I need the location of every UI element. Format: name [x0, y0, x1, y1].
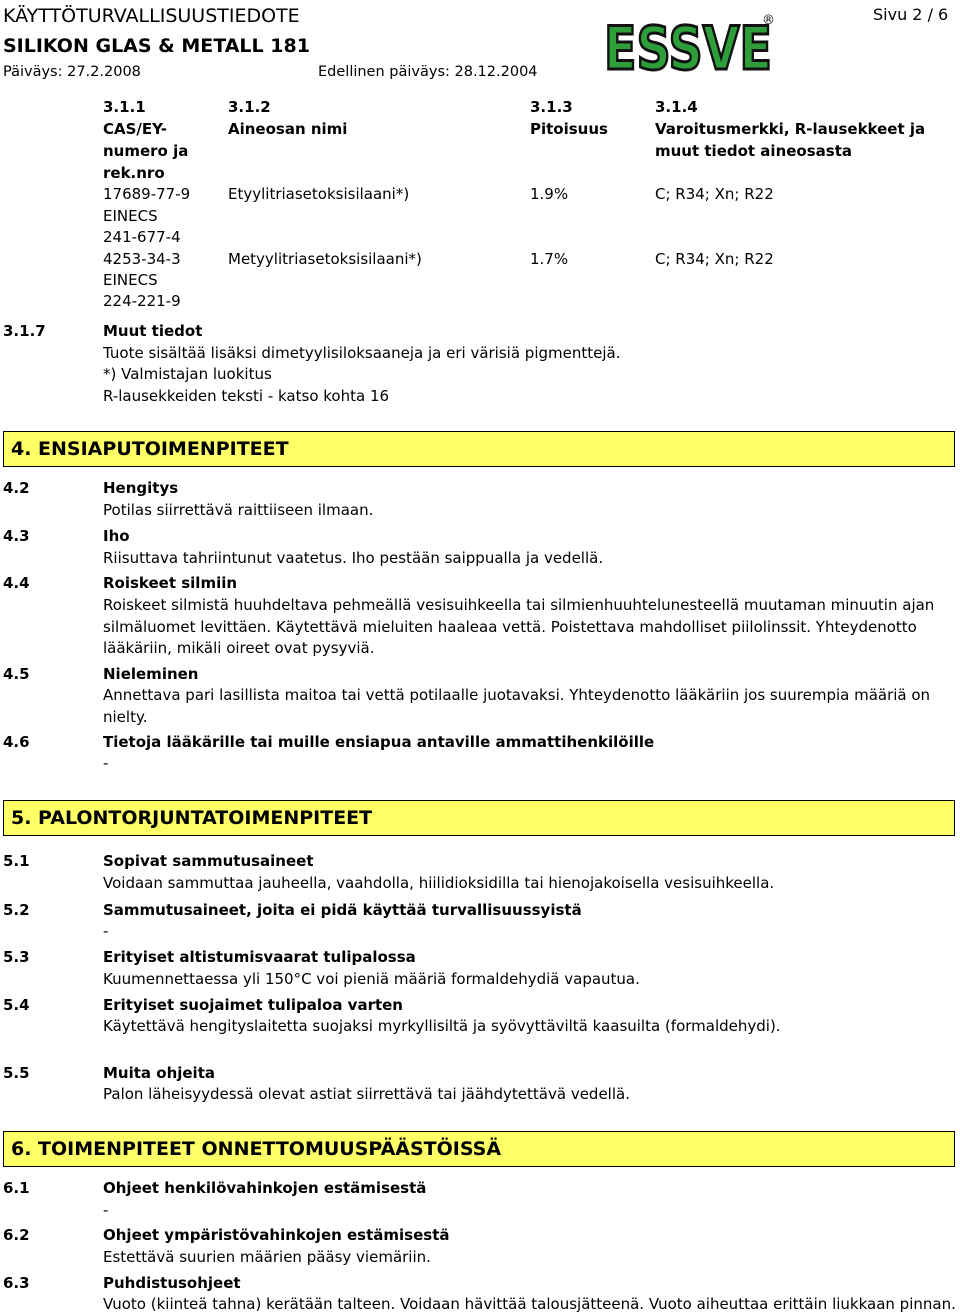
section-text: *) Valmistajan luokitus — [103, 365, 272, 383]
section-heading: Puhdistusohjeet — [103, 1274, 241, 1292]
section-heading: Ohjeet ympäristövahinkojen estämisestä — [103, 1226, 450, 1244]
section-text: Käytettävä hengityslaitetta suojaksi myrkyllisiltä ja syövyttäviltä kaasuilta (formaldehydi). — [103, 1017, 781, 1035]
logo-wordmark: ESSVE — [604, 14, 772, 74]
section-text-line: Annettava pari lasillista maitoa tai vettä potilaalle juotavaksi. Yhteydenotto lääkäriin jos suurempia määriä on — [103, 686, 931, 704]
table-cell-classification: C; R34; Xn; R22 — [655, 185, 774, 203]
section-text-line: silmäluomet levittäen. Käytettävä mieluiten haaleaa vettä. Poistettava mahdolliset piilolinssit. Yhteydenotto — [103, 618, 917, 636]
section-text: Estettävä suurien määrien pääsy viemäriin. — [103, 1248, 431, 1266]
col-class-header-line: muut tiedot aineosasta — [655, 142, 852, 160]
table-cell-id: 17689-77-9 — [103, 185, 191, 203]
col-name-header: Aineosan nimi — [228, 120, 348, 138]
section-heading: Sopivat sammutusaineet — [103, 852, 314, 870]
col-cas-header-line: CAS/EY- — [103, 120, 168, 138]
col-name-number: 3.1.2 — [228, 98, 271, 116]
section-heading: Roiskeet silmiin — [103, 574, 238, 592]
section-heading: Erityiset suojaimet tulipaloa varten — [103, 996, 403, 1014]
page-indicator: Sivu 2 / 6 — [873, 5, 949, 24]
table-cell-id: 4253-34-3 — [103, 250, 181, 268]
section-heading: Iho — [103, 527, 130, 545]
section-number: 4.5 — [3, 665, 30, 683]
section-number: 4.6 — [3, 733, 30, 751]
section-number: 5.1 — [3, 852, 30, 870]
table-cell-concentration: 1.9% — [530, 185, 569, 203]
section-text: - — [103, 922, 109, 940]
section-text: - — [103, 754, 109, 772]
table-cell-name: Metyylitriasetoksisilaani*) — [228, 250, 422, 268]
section-heading: Sammutusaineet, joita ei pidä käyttää turvallisuussyistä — [103, 901, 582, 919]
section-number: 6.2 — [3, 1226, 30, 1244]
previous-revision-date: Edellinen päiväys: 28.12.2004 — [318, 64, 538, 80]
col-conc-header: Pitoisuus — [530, 120, 608, 138]
section-text: Potilas siirrettävä raittiiseen ilmaan. — [103, 501, 374, 519]
section-number: 4.2 — [3, 479, 30, 497]
section-heading: Tietoja lääkärille tai muille ensiapua antaville ammattihenkilöille — [103, 733, 655, 751]
col-cas-header-line: rek.nro — [103, 164, 165, 182]
section-number: 5.3 — [3, 948, 30, 966]
registered-mark: ® — [762, 13, 775, 28]
section-text: Kuumennettaessa yli 150°C voi pieniä määriä formaldehydiä vapautua. — [103, 970, 640, 988]
section-6-title: 6. TOIMENPITEET ONNETTOMUUSPÄÄSTÖISSÄ — [11, 1138, 502, 1160]
col-cas-header-line: numero ja — [103, 142, 189, 160]
section-number: 5.5 — [3, 1064, 30, 1082]
section-6-band — [3, 1131, 955, 1167]
section-text-line: lääkäriin, mikäli oireet ovat pysyviä. — [103, 639, 375, 657]
section-heading: Nieleminen — [103, 665, 199, 683]
section-text: Vuoto (kiinteä tahna) kerätään talteen. Voidaan hävittää talousjätteenä. Vuoto aiheuttaa erittäin liukkaan pinnan. — [103, 1295, 956, 1313]
col-cas-number: 3.1.1 — [103, 98, 146, 116]
table-cell-concentration: 1.7% — [530, 250, 569, 268]
section-text-line: Roiskeet silmistä huuhdeltava pehmeällä vesisuihkeella tai silmienhuuhtelunesteellä muutaman minuutin ajan — [103, 596, 935, 614]
section-number: 5.4 — [3, 996, 30, 1014]
section-4-band — [3, 431, 955, 467]
section-5-band — [3, 800, 955, 836]
section-text-line: nielty. — [103, 708, 148, 726]
section-heading: Muut tiedot — [103, 322, 203, 340]
product-name: SILIKON GLAS & METALL 181 — [3, 35, 310, 57]
revision-date: Päiväys: 27.2.2008 — [3, 64, 141, 80]
section-heading: Muita ohjeita — [103, 1064, 215, 1082]
essve-logo — [602, 12, 780, 74]
col-class-number: 3.1.4 — [655, 98, 698, 116]
table-cell-classification: C; R34; Xn; R22 — [655, 250, 774, 268]
table-cell-id: 224-221-9 — [103, 292, 181, 310]
section-heading: Hengitys — [103, 479, 179, 497]
section-number: 6.1 — [3, 1179, 30, 1197]
section-heading: Erityiset altistumisvaarat tulipalossa — [103, 948, 416, 966]
section-number: 3.1.7 — [3, 322, 46, 340]
section-4-title: 4. ENSIAPUTOIMENPITEET — [11, 438, 289, 460]
section-number: 6.3 — [3, 1274, 30, 1292]
section-number: 4.3 — [3, 527, 30, 545]
col-class-header-line: Varoitusmerkki, R-lausekkeet ja — [655, 120, 926, 138]
section-text: Palon läheisyydessä olevat astiat siirrettävä tai jäähdytettävä vedellä. — [103, 1085, 630, 1103]
section-text: - — [103, 1201, 109, 1219]
section-number: 5.2 — [3, 901, 30, 919]
section-heading: Ohjeet henkilövahinkojen estämisestä — [103, 1179, 427, 1197]
table-cell-id: EINECS — [103, 207, 158, 225]
section-text: R-lausekkeiden teksti - katso kohta 16 — [103, 387, 390, 405]
table-cell-name: Etyylitriasetoksisilaani*) — [228, 185, 410, 203]
section-5-title: 5. PALONTORJUNTATOIMENPITEET — [11, 807, 373, 829]
section-text: Tuote sisältää lisäksi dimetyylisiloksaaneja ja eri värisiä pigmenttejä. — [103, 344, 621, 362]
table-cell-id: EINECS — [103, 271, 158, 289]
section-text: Voidaan sammuttaa jauheella, vaahdolla, hiilidioksidilla tai hienojakoisella vesisuihkeella. — [103, 874, 775, 892]
section-number: 4.4 — [3, 574, 30, 592]
col-conc-number: 3.1.3 — [530, 98, 573, 116]
section-text: Riisuttava tahriintunut vaatetus. Iho pestään saippualla ja vedellä. — [103, 549, 604, 567]
table-cell-id: 241-677-4 — [103, 228, 181, 246]
document-title: KÄYTTÖTURVALLISUUSTIEDOTE — [3, 5, 300, 27]
